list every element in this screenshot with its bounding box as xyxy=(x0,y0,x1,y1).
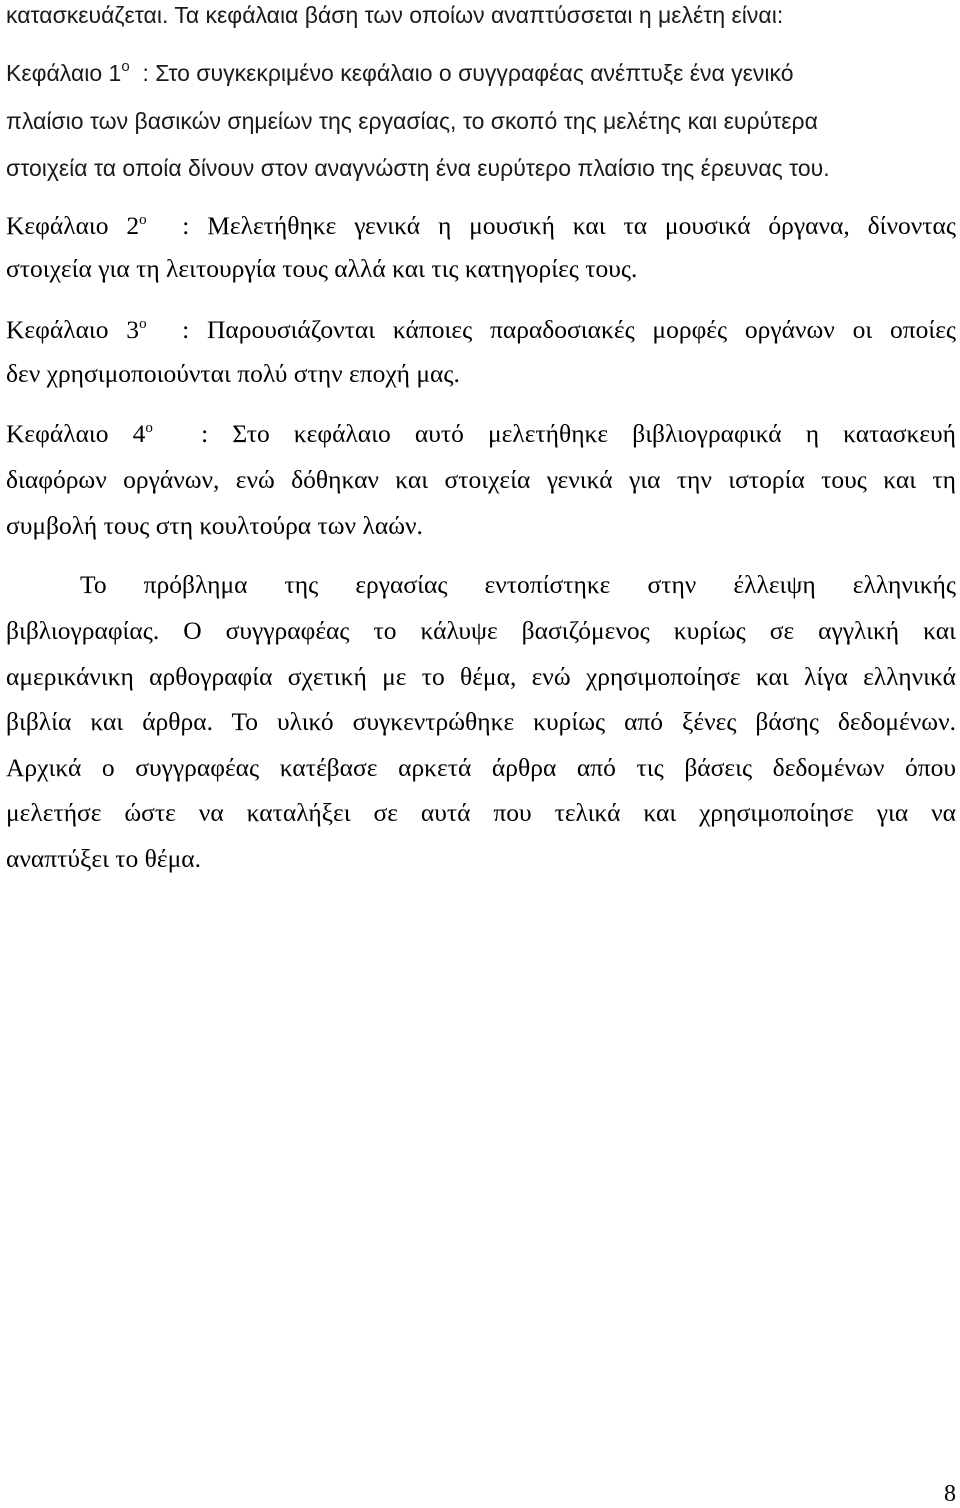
chapter-1-line-2: πλαίσιο των βασικών σημείων της εργασίας, το σκοπό της μελέτης και ευρύτερα xyxy=(6,108,818,134)
chapter-2-ordinal: ο xyxy=(139,212,147,228)
chapter-4-line-2: διαφόρων οργάνων, ενώ δόθηκαν και στοιχεία γενικά για την ιστορία τους και τη xyxy=(6,465,956,494)
problem-line-1: Το πρόβλημα της εργασίας εντοπίστηκε στην έλλειψη ελληνικής xyxy=(80,570,956,599)
problem-line-6: μελετήσε ώστε να καταλήξει σε αυτά που τελικά και χρησιμοποίησε για να xyxy=(6,798,956,827)
chapter-2-line-2: στοιχεία για τη λειτουργία τους αλλά και τις κατηγορίες τους. xyxy=(6,254,638,283)
problem-line-3: αμερικάνικη αρθογραφία σχετική με το θέμα, ενώ χρησιμοποίησε και λίγα ελληνικά xyxy=(6,662,956,691)
chapter-3-line-1 xyxy=(6,317,956,343)
chapter-1-label: Κεφάλαιο 1 xyxy=(6,60,122,86)
chapter-3-line-2: δεν χρησιμοποιούνται πολύ στην εποχή μας. xyxy=(6,359,460,388)
chapter-1-text: : Στο συγκεκριμένο κεφάλαιο ο συγγραφέας ανέπτυξε ένα γενικό xyxy=(142,60,794,86)
problem-line-5: Αρχικά ο συγγραφέας κατέβασε αρκετά άρθρα από τις βάσεις δεδομένων όπου xyxy=(6,753,956,782)
intro-text: κατασκευάζεται. Τα κεφάλαια βάση των οποίων αναπτύσσεται η μελέτη είναι: xyxy=(6,2,784,28)
chapter-4-line-1 xyxy=(6,421,956,447)
chapter-3-label: Κεφάλαιο 3 xyxy=(6,315,140,344)
chapter-4-line-3: συμβολή τους στη κουλτούρα των λαών. xyxy=(6,511,423,540)
chapter-4-text: : Στο κεφάλαιο αυτό μελετήθηκε βιβλιογραφικά η κατασκευή xyxy=(201,419,957,448)
chapter-2-line-1 xyxy=(6,213,956,239)
chapter-4-label: Κεφάλαιο 4 xyxy=(6,419,146,448)
chapter-2-text: : Μελετήθηκε γενικά η μουσική και τα μουσικά όργανα, δίνοντας xyxy=(182,211,956,240)
chapter-2-label: Κεφάλαιο 2 xyxy=(6,211,140,240)
chapter-3-text: : Παρουσιάζονται κάποιες παραδοσιακές μορφές οργάνων οι οποίες xyxy=(182,315,956,344)
problem-line-2: βιβλιογραφίας. Ο συγγραφέας το κάλυψε βασιζόμενος κυρίως σε αγγλική και xyxy=(6,616,956,645)
chapter-1-line-3: στοιχεία τα οποία δίνουν στον αναγνώστη ένα ευρύτερο πλαίσιο της έρευνας του. xyxy=(6,155,830,181)
problem-line-7: αναπτύξει το θέμα. xyxy=(6,844,202,873)
chapter-1-ordinal: ο xyxy=(121,58,130,75)
chapter-1-line-1 xyxy=(6,58,794,86)
chapter-4-ordinal: ο xyxy=(145,420,153,436)
page-number: 8 xyxy=(944,1481,956,1507)
intro-line xyxy=(6,4,783,27)
problem-line-4: βιβλία και άρθρα. Το υλικό συγκεντρώθηκε κυρίως από ξένες βάσης δεδομένων. xyxy=(6,707,956,736)
chapter-3-ordinal: ο xyxy=(139,316,147,332)
